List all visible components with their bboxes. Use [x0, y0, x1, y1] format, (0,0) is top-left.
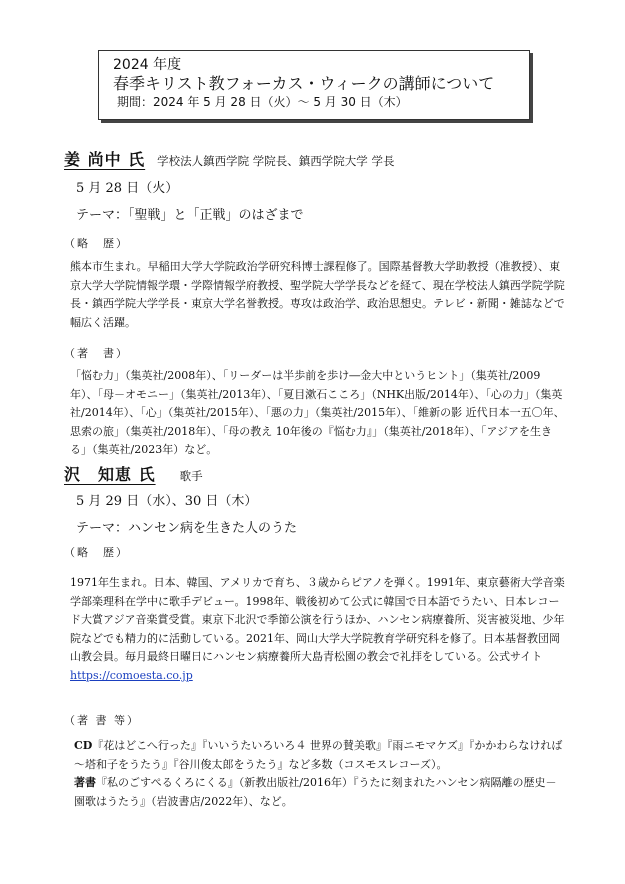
header-box	[98, 50, 530, 120]
lecturer2-date: 5 月 29 日（水）、30 日（木）	[76, 494, 258, 509]
lecturer2-book-text: 『私のごすぺるくろにくる』（新教出版社/2016年）『うたに刻まれたハンセン病隔離の歴史－園歌はうたう』（岩波書店/2022年）、など。	[74, 776, 557, 808]
lecturer2-bio	[70, 574, 565, 685]
lecturer2-books	[74, 774, 564, 811]
lecturer1-role: 学校法人鎮西学院 学院長、鎮西学院大学 学長	[157, 154, 395, 168]
lecturer1-date: 5 月 28 日（火）	[76, 181, 179, 196]
lecturer1-works-label: （著 書）	[64, 347, 129, 360]
lecturer2-theme: テーマ：ハンセン病を生きた人のうた	[76, 521, 298, 536]
lecturer1-bio-label: （略 歴）	[64, 237, 129, 250]
lecturer2-works	[74, 737, 564, 811]
lecturer2-book-label: 著書	[74, 776, 96, 789]
lecturer2-cd-text: 『花はどこへ行った』『いいうたいろいろ４ 世界の賛美歌』『雨ニモマケズ』『かかわらなければ～塔和子をうたう』『谷川俊太郎をうたう』など多数（コスモスレコーズ）。	[74, 739, 563, 771]
lecturer1-heading	[64, 150, 394, 171]
lecturer1-works-text: 「悩む力」（集英社/2008年）、「リーダーは半歩前を歩け―金大中というヒント」（集英社/2009年）、「母－オモニー」（集英社/2013年）、「夏目漱石こころ」（NHK出版/2014年）、「心の力」（集英社/2014年）、「心」（集英社/2015年）、「悪の力」（集英社/2015年）、「維新の影 近代日本一五〇年、思索の旅」（集英社/2018年）、「母の教え 10年後の『悩む力』」（集英社/2018年）、「アジアを生きる」（集英社/2023年）など。	[70, 369, 565, 456]
lecturer1-works	[70, 367, 565, 460]
header-year: 2024 年度	[113, 57, 182, 73]
lecturer1-bio	[70, 258, 565, 332]
lecturer2-bio-label: （略 歴）	[64, 546, 129, 559]
lecturer2-role: 歌手	[179, 469, 203, 483]
lecturer2-bio-text: 1971年生まれ。日本、韓国、アメリカで育ち、３歳からピアノを弾く。1991年、東京藝術大学音楽学部楽理科在学中に歌手デビュー。1998年、戦後初めて公式に韓国で日本語でうたい、日本レコード大賞アジア音楽賞受賞。東京下北沢で季節公演を行うほか、ハンセン病療養所、災害被災地、少年院などでも精力的に活動している。2021年、岡山大学大学院教育学研究科を修了。日本基督教団岡山教会員。毎月最終日曜日にハンセン病療養所大島青松園の教会で礼拝をしている。公式サイト	[70, 576, 565, 663]
lecturer2-heading	[64, 465, 203, 486]
header-title: 春季キリスト教フォーカス・ウィークの講師について	[113, 74, 495, 93]
lecturer2-cd-label: CD	[74, 739, 93, 752]
lecturer2-name: 沢 知恵 氏	[64, 465, 156, 484]
lecturer2-cd	[74, 737, 564, 774]
lecturer1-name: 姜 尚中 氏	[64, 150, 146, 169]
lecturer1-bio-text: 熊本市生まれ。早稲田大学大学院政治学研究科博士課程修了。国際基督教大学助教授（准教授）、東京大学大学院情報学環・学際情報学府教授、聖学院大学学長などを経て、現在学校法人鎮西学院学院長・鎮西学院大学学長・東京大学名誉教授。専攻は政治学、政治思想史。テレビ・新聞・雑誌などで幅広く活躍。	[70, 260, 565, 329]
lecturer1-theme: テーマ：「聖戦」と「正戦」のはざまで	[76, 208, 304, 223]
header-period: 期間：2024 年 5 月 28 日（火）～ 5 月 30 日（木）	[117, 95, 408, 109]
official-site-link[interactable]: https://comoesta.co.jp	[70, 668, 193, 682]
lecturer2-works-label: （著 書 等）	[64, 714, 140, 727]
